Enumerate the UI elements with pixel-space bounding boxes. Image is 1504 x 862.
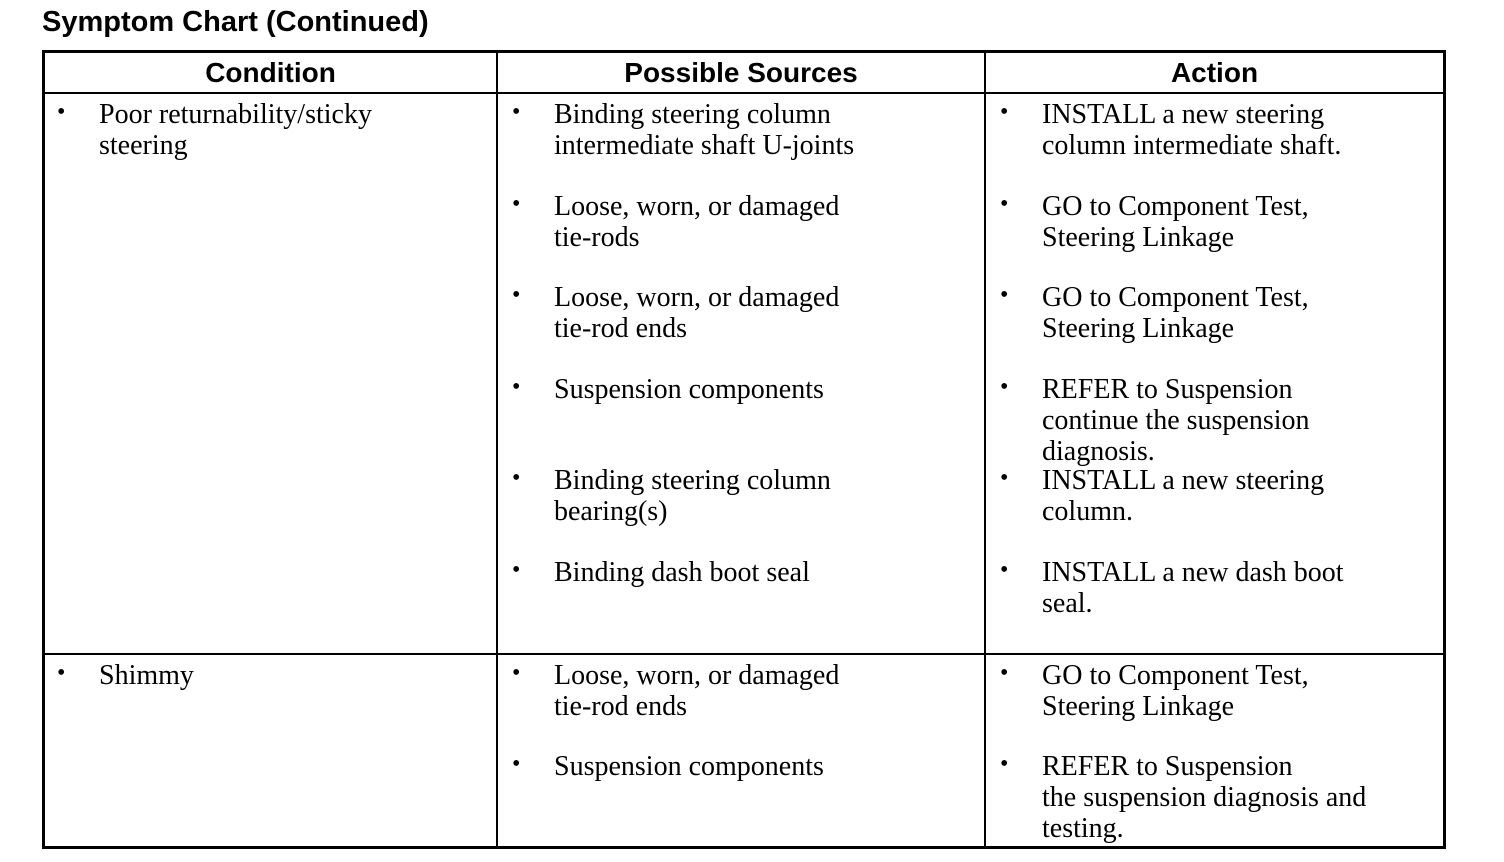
bullet: • [1000, 99, 1009, 125]
header-divider [42, 92, 1446, 94]
bullet: • [1000, 374, 1009, 400]
table-border-right [1443, 50, 1446, 849]
bullet: • [512, 557, 521, 583]
condition-text: Shimmy [99, 660, 194, 691]
bullet: • [1000, 557, 1009, 583]
action-text: GO to Component Test, Steering Linkage [1042, 660, 1309, 722]
source-text: Suspension components [554, 374, 824, 405]
source-text: Loose, worn, or damaged tie-rod ends [554, 660, 840, 722]
condition-text: Poor returnability/sticky steering [99, 99, 372, 161]
header-action: Action [1170, 57, 1259, 88]
source-text: Loose, worn, or damaged tie-rods [554, 191, 840, 253]
bullet: • [57, 99, 66, 125]
column-divider-2 [984, 50, 986, 849]
bullet: • [1000, 465, 1009, 491]
bullet: • [512, 751, 521, 777]
action-text: INSTALL a new dash boot seal. [1042, 557, 1344, 619]
bullet: • [512, 282, 521, 308]
bullet: • [512, 465, 521, 491]
header-condition: Condition [205, 57, 336, 88]
bullet: • [1000, 751, 1009, 777]
source-text: Binding dash boot seal [554, 557, 810, 588]
action-text: INSTALL a new steering column intermediate shaft. [1042, 99, 1342, 161]
page-title: Symptom Chart (Continued) [42, 6, 429, 38]
table-border-left [42, 50, 45, 849]
row-divider [42, 653, 1446, 655]
header-possible-sources: Possible Sources [624, 57, 858, 88]
bullet: • [512, 191, 521, 217]
source-text: Binding steering column intermediate shaft U-joints [554, 99, 855, 161]
action-text: INSTALL a new steering column. [1042, 465, 1325, 527]
table-border-bottom [42, 846, 1446, 849]
bullet: • [512, 374, 521, 400]
bullet: • [512, 99, 521, 125]
source-text: Binding steering column bearing(s) [554, 465, 831, 527]
column-divider-1 [496, 50, 498, 849]
bullet: • [1000, 191, 1009, 217]
bullet: • [57, 660, 66, 686]
bullet: • [1000, 660, 1009, 686]
bullet: • [1000, 282, 1009, 308]
bullet: • [512, 660, 521, 686]
source-text: Loose, worn, or damaged tie-rod ends [554, 282, 840, 344]
action-text: GO to Component Test, Steering Linkage [1042, 191, 1309, 253]
action-text: REFER to Suspension the suspension diagnosis and testing. [1042, 751, 1367, 844]
action-text: REFER to Suspension continue the suspension diagnosis. [1042, 374, 1310, 467]
source-text: Suspension components [554, 751, 824, 782]
table-border-top [42, 50, 1446, 53]
action-text: GO to Component Test, Steering Linkage [1042, 282, 1309, 344]
